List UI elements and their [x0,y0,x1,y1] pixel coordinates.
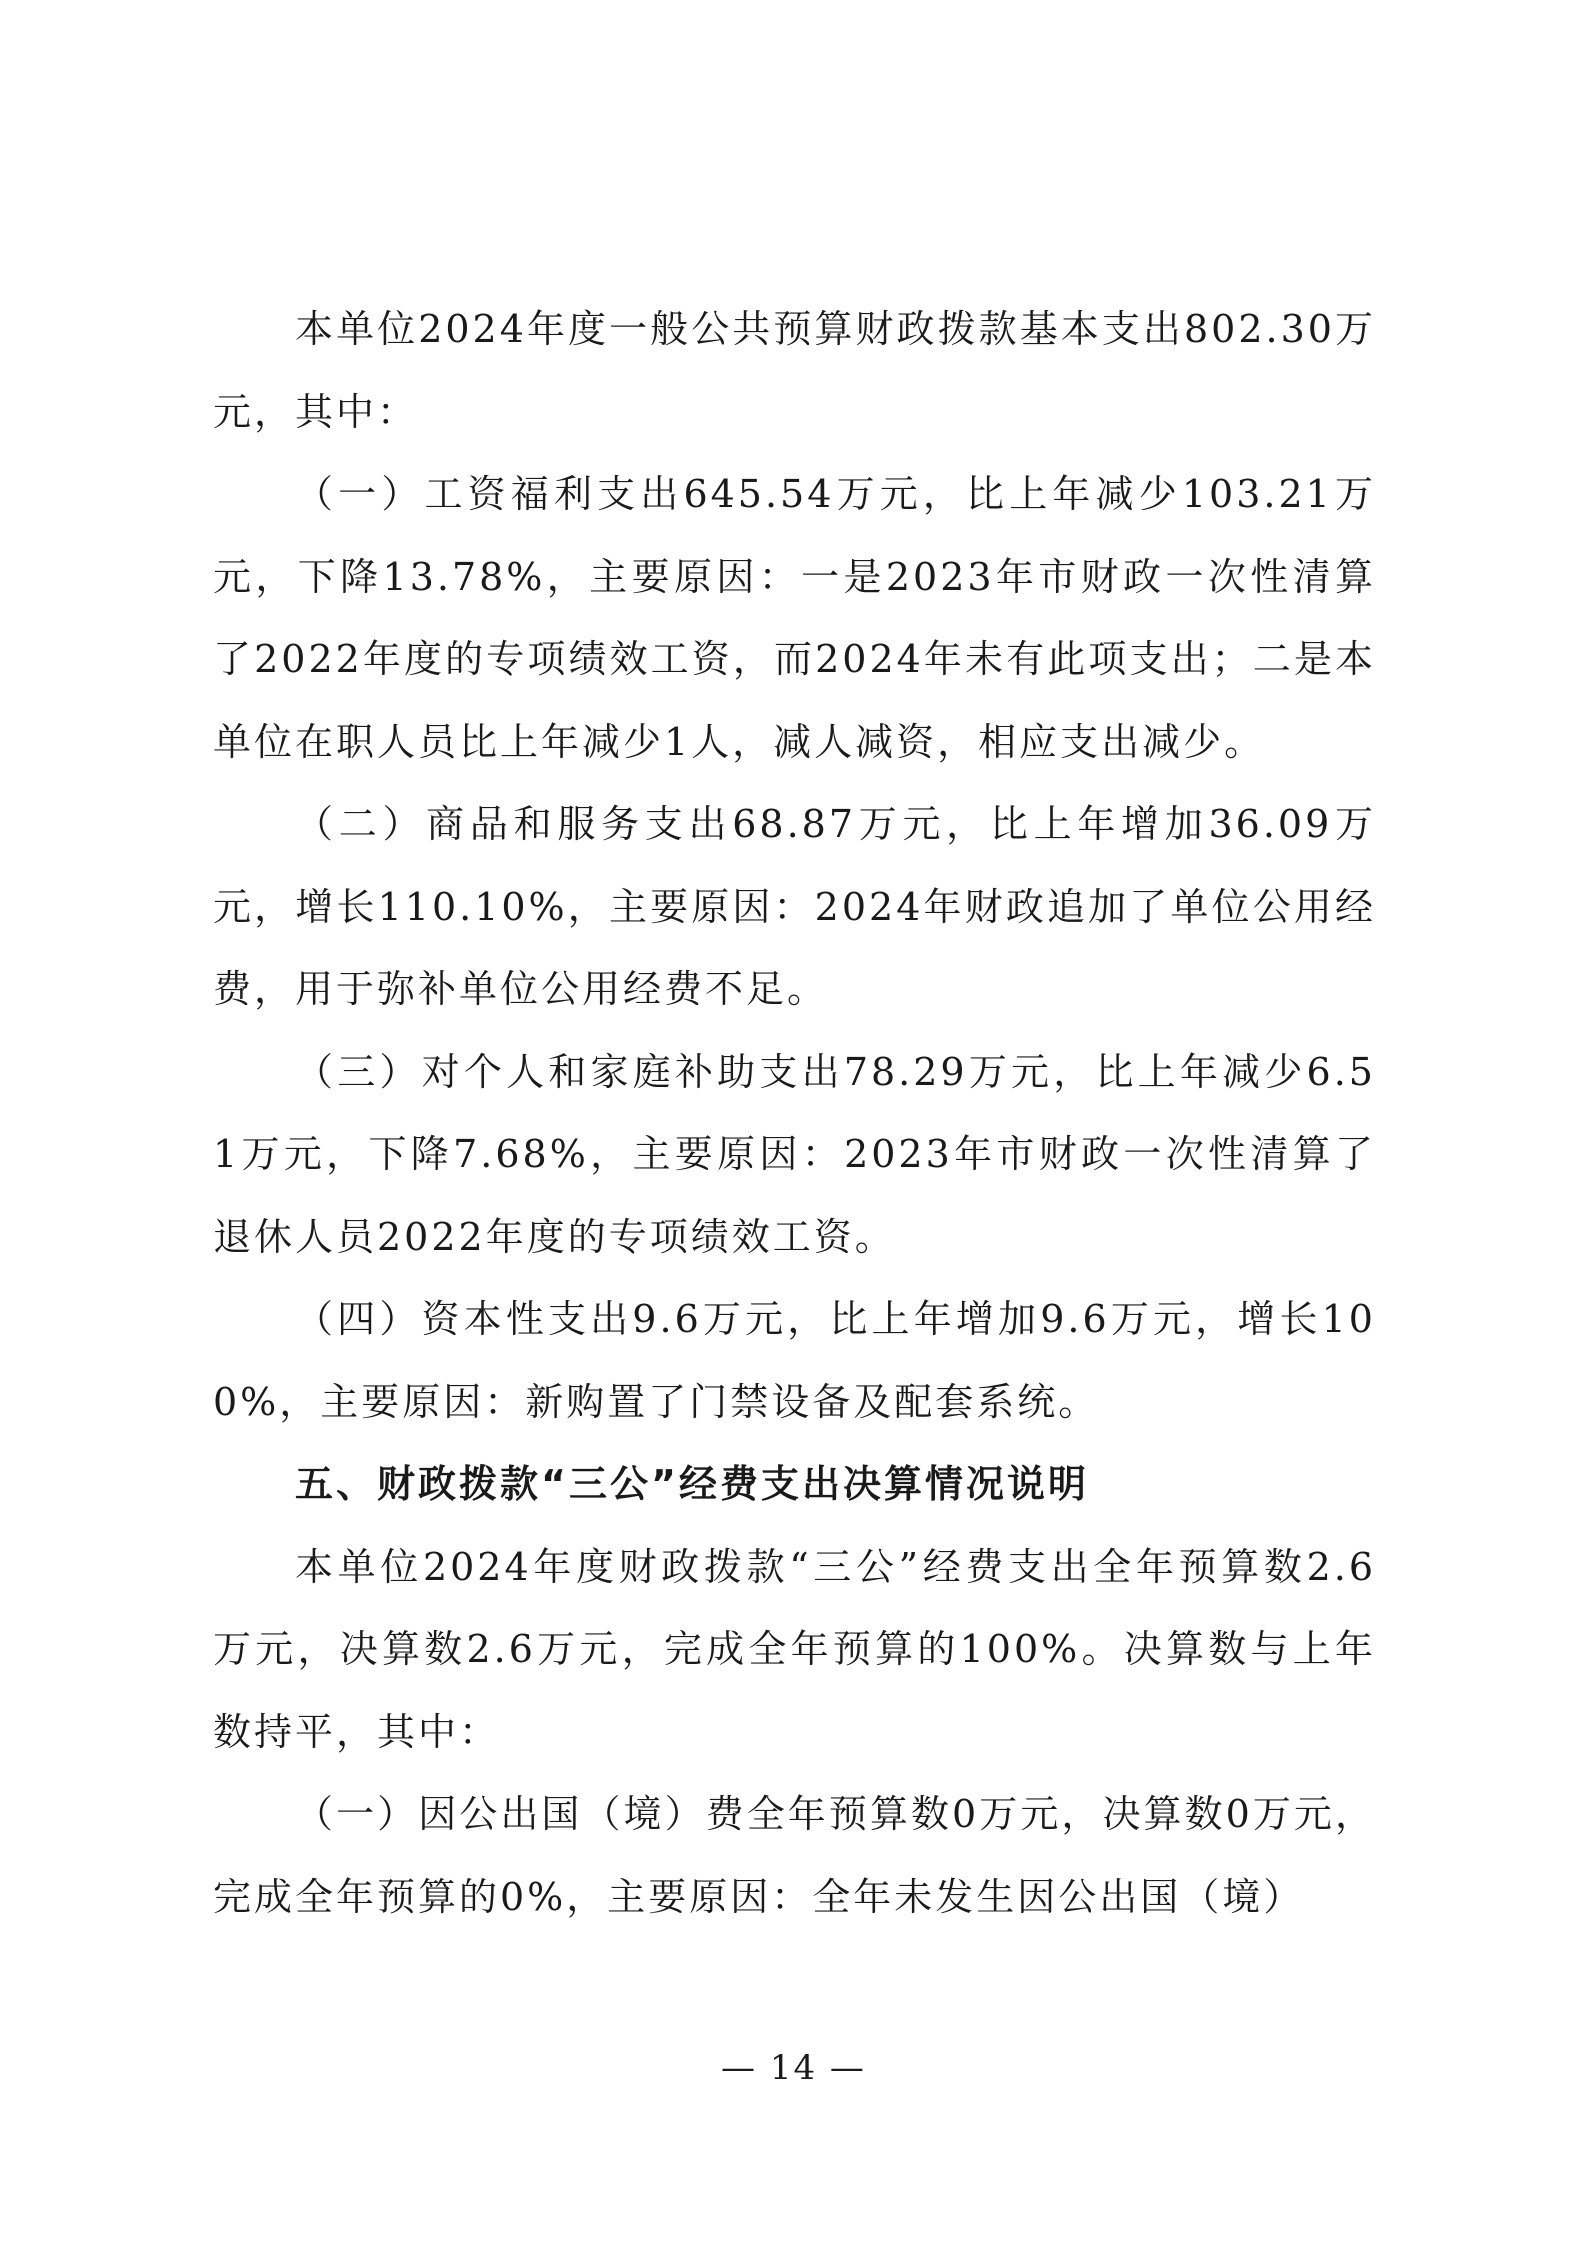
paragraph-basic-expenditure-intro: 本单位2024年度一般公共预算财政拨款基本支出802.30万元，其中： [213,307,1376,434]
paragraph-wage-welfare: （一）工资福利支出645.54万元，比上年减少103.21万元，下降13.78%，主要原因：一是2023年市财政一次性清算了2022年度的专项绩效工资，而2024年未有此项支出；二是本单位在职人员比上年减少1人，减人减资，相应支出减少。 [213,472,1376,764]
paragraph-capital-expenditure: （四）资本性支出9.6万元，比上年增加9.6万元，增长100%，主要原因：新购置了门禁设备及配套系统。 [213,1297,1376,1424]
paragraph-overseas-travel: （一）因公出国（境）费全年预算数0万元，决算数0万元，完成全年预算的0%，主要原因：全年未发生因公出国（境） [213,1792,1376,1919]
page-number: — 14 — [721,2048,866,2088]
paragraph-household-subsidy: （三）对个人和家庭补助支出78.29万元，比上年减少6.51万元，下降7.68%，主要原因：2023年市财政一次性清算了退休人员2022年度的专项绩效工资。 [213,1049,1376,1259]
paragraph-three-public-summary: 本单位2024年度财政拨款“三公”经费支出全年预算数2.6万元，决算数2.6万元，完成全年预算的100%。决算数与上年数持平，其中： [213,1544,1376,1754]
section-heading-three-public: 五、财政拨款“三公”经费支出决算情况说明 [295,1462,1089,1506]
document-body [213,288,1376,1938]
paragraph-goods-services: （二）商品和服务支出68.87万元，比上年增加36.09万元，增长110.10%，主要原因：2024年财政追加了单位公用经费，用于弥补单位公用经费不足。 [213,802,1376,1011]
